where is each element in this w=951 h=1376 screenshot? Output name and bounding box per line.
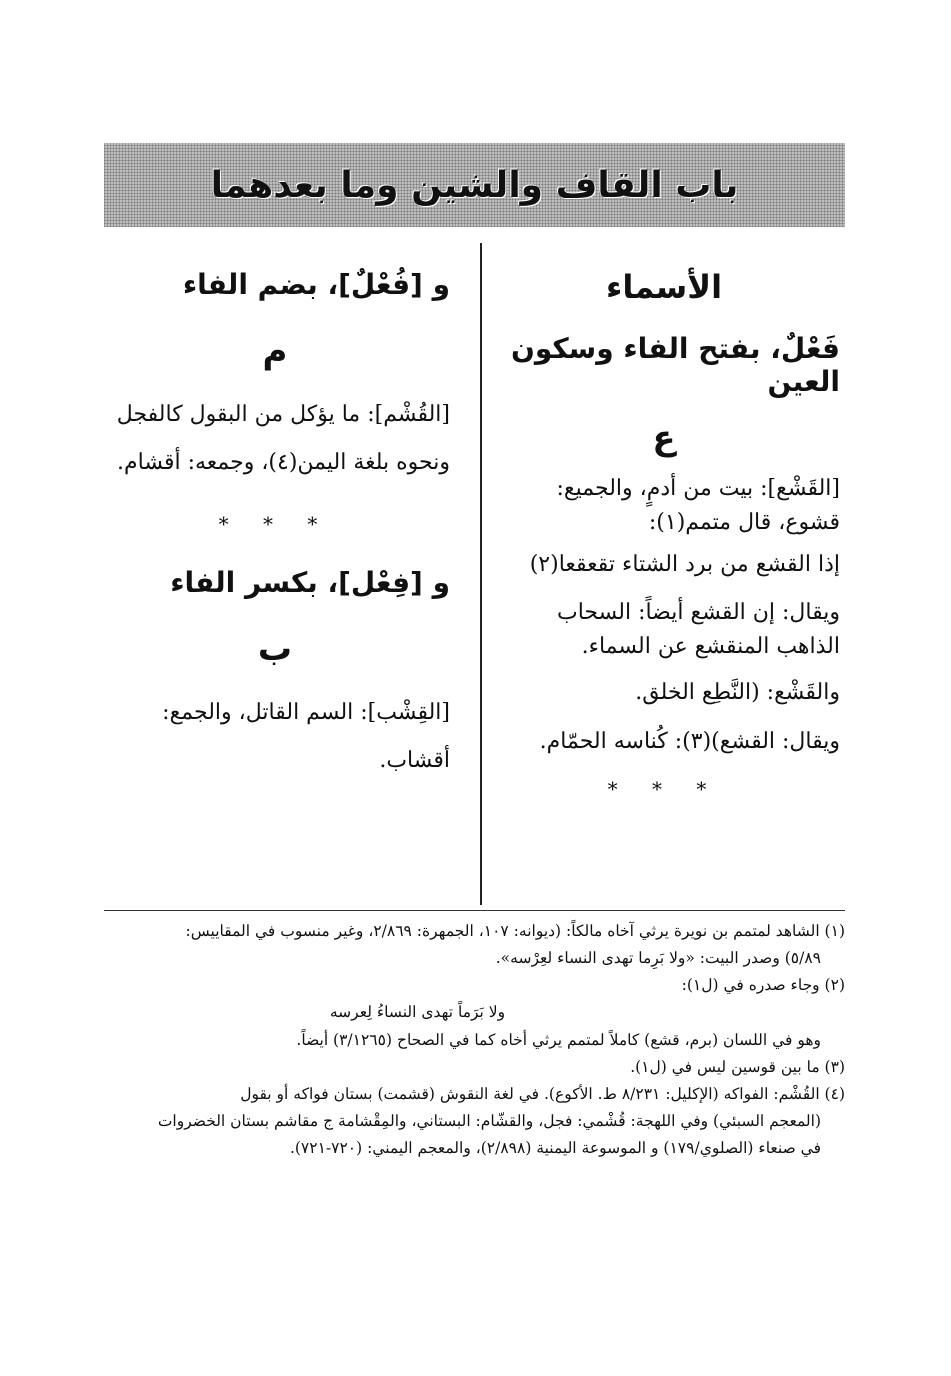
chapter-banner [104,143,845,227]
section-separator: * * * [607,776,721,801]
entry-paragraph: ويقال: إن القشع أيضاً: السحاب الذاهب المنقشع عن السماء. [557,600,840,660]
letter-heading: م [262,331,288,371]
pattern-heading: و [فِعْل]، بكسر الفاء [170,565,450,599]
column-divider [480,243,482,905]
section-title: الأسماء [605,268,723,306]
chapter-title: باب القاف والشين وما بعدهما [210,164,739,206]
letter-heading: ع [652,418,676,458]
right-column [488,268,840,801]
pattern-heading: و [فُعْلٌ]، بضم الفاء [182,268,450,301]
entry-paragraph: [القِشْب]: السم القاتل، والجمع: أقشاب. [162,699,450,774]
footnote-line: (١) الشاهد لمتمم بن نويرة يرثي آخاه مالكاً: (ديوانه: ١٠٧، الجمهرة: ٢/٨٦٩، وغير منسوب في المقاييس: [185,922,845,940]
footnote-line: وهو في اللسان (برم، قشع) كاملاً لمتمم يرثي أخاه كما في الصحاح (٣/١٢٦٥) أيضاً. [296,1030,821,1049]
footnote-line: في صنعاء (الصلوي/١٧٩) و الموسوعة اليمنية (٢/٨٩٨)، والمعجم اليمني: (٧٢٠-٧٢١). [289,1139,821,1157]
entry-paragraph: [القُشْم]: ما يؤكل من البقول كالفجل ونحوه بلغة اليمن(٤)، وجمعه: أقشام. [116,402,450,476]
entry-paragraph: [القَشْع]: بيت من أدمٍ، والجميع: قشوع، قال متمم(١): [556,476,840,536]
footnote-line: (٢) وجاء صدره في (ل١): [681,976,845,995]
footnote-line: ٥/٨٩) وصدر البيت: «ولا بَرِما تهدى النساء لعِرْسه». [495,949,821,968]
entry-paragraph: والقَشْع: (النَّطِع الخلق. [635,680,840,706]
verse-line: إذا القشع من برد الشتاء تقعقعا(٢) [529,552,840,578]
footnote-line: (٤) القُشْم: الفواكه (الإكليل: ٨/٢٣١ ط. الأكوع). في لغة النقوش (قشمت) بستان فواكه أو بقول [240,1084,845,1103]
footnote-line: (المعجم السبئي) وفي اللهجة: قُشْمي: فجل، والقشّام: البستاني، والمِقْشامة ج مقاشم بستان الخضروات [157,1111,821,1130]
section-separator: * * * [218,511,332,536]
letter-heading: ب [257,628,293,669]
footnotes [100,918,845,1162]
footnote-line: (٣) ما بين قوسين ليس في (ل١). [630,1057,845,1076]
footnote-rule [104,910,845,911]
footnote-verse: ولا بَرَماً تهدى النساءُ لِعرسه [329,1003,506,1022]
left-column [100,268,450,786]
pattern-heading: فَعْلٌ، بفتح الفاء وسكون العين [510,332,840,398]
entry-paragraph: ويقال: القشع)(٣): كُناسه الحمّام. [539,728,840,754]
